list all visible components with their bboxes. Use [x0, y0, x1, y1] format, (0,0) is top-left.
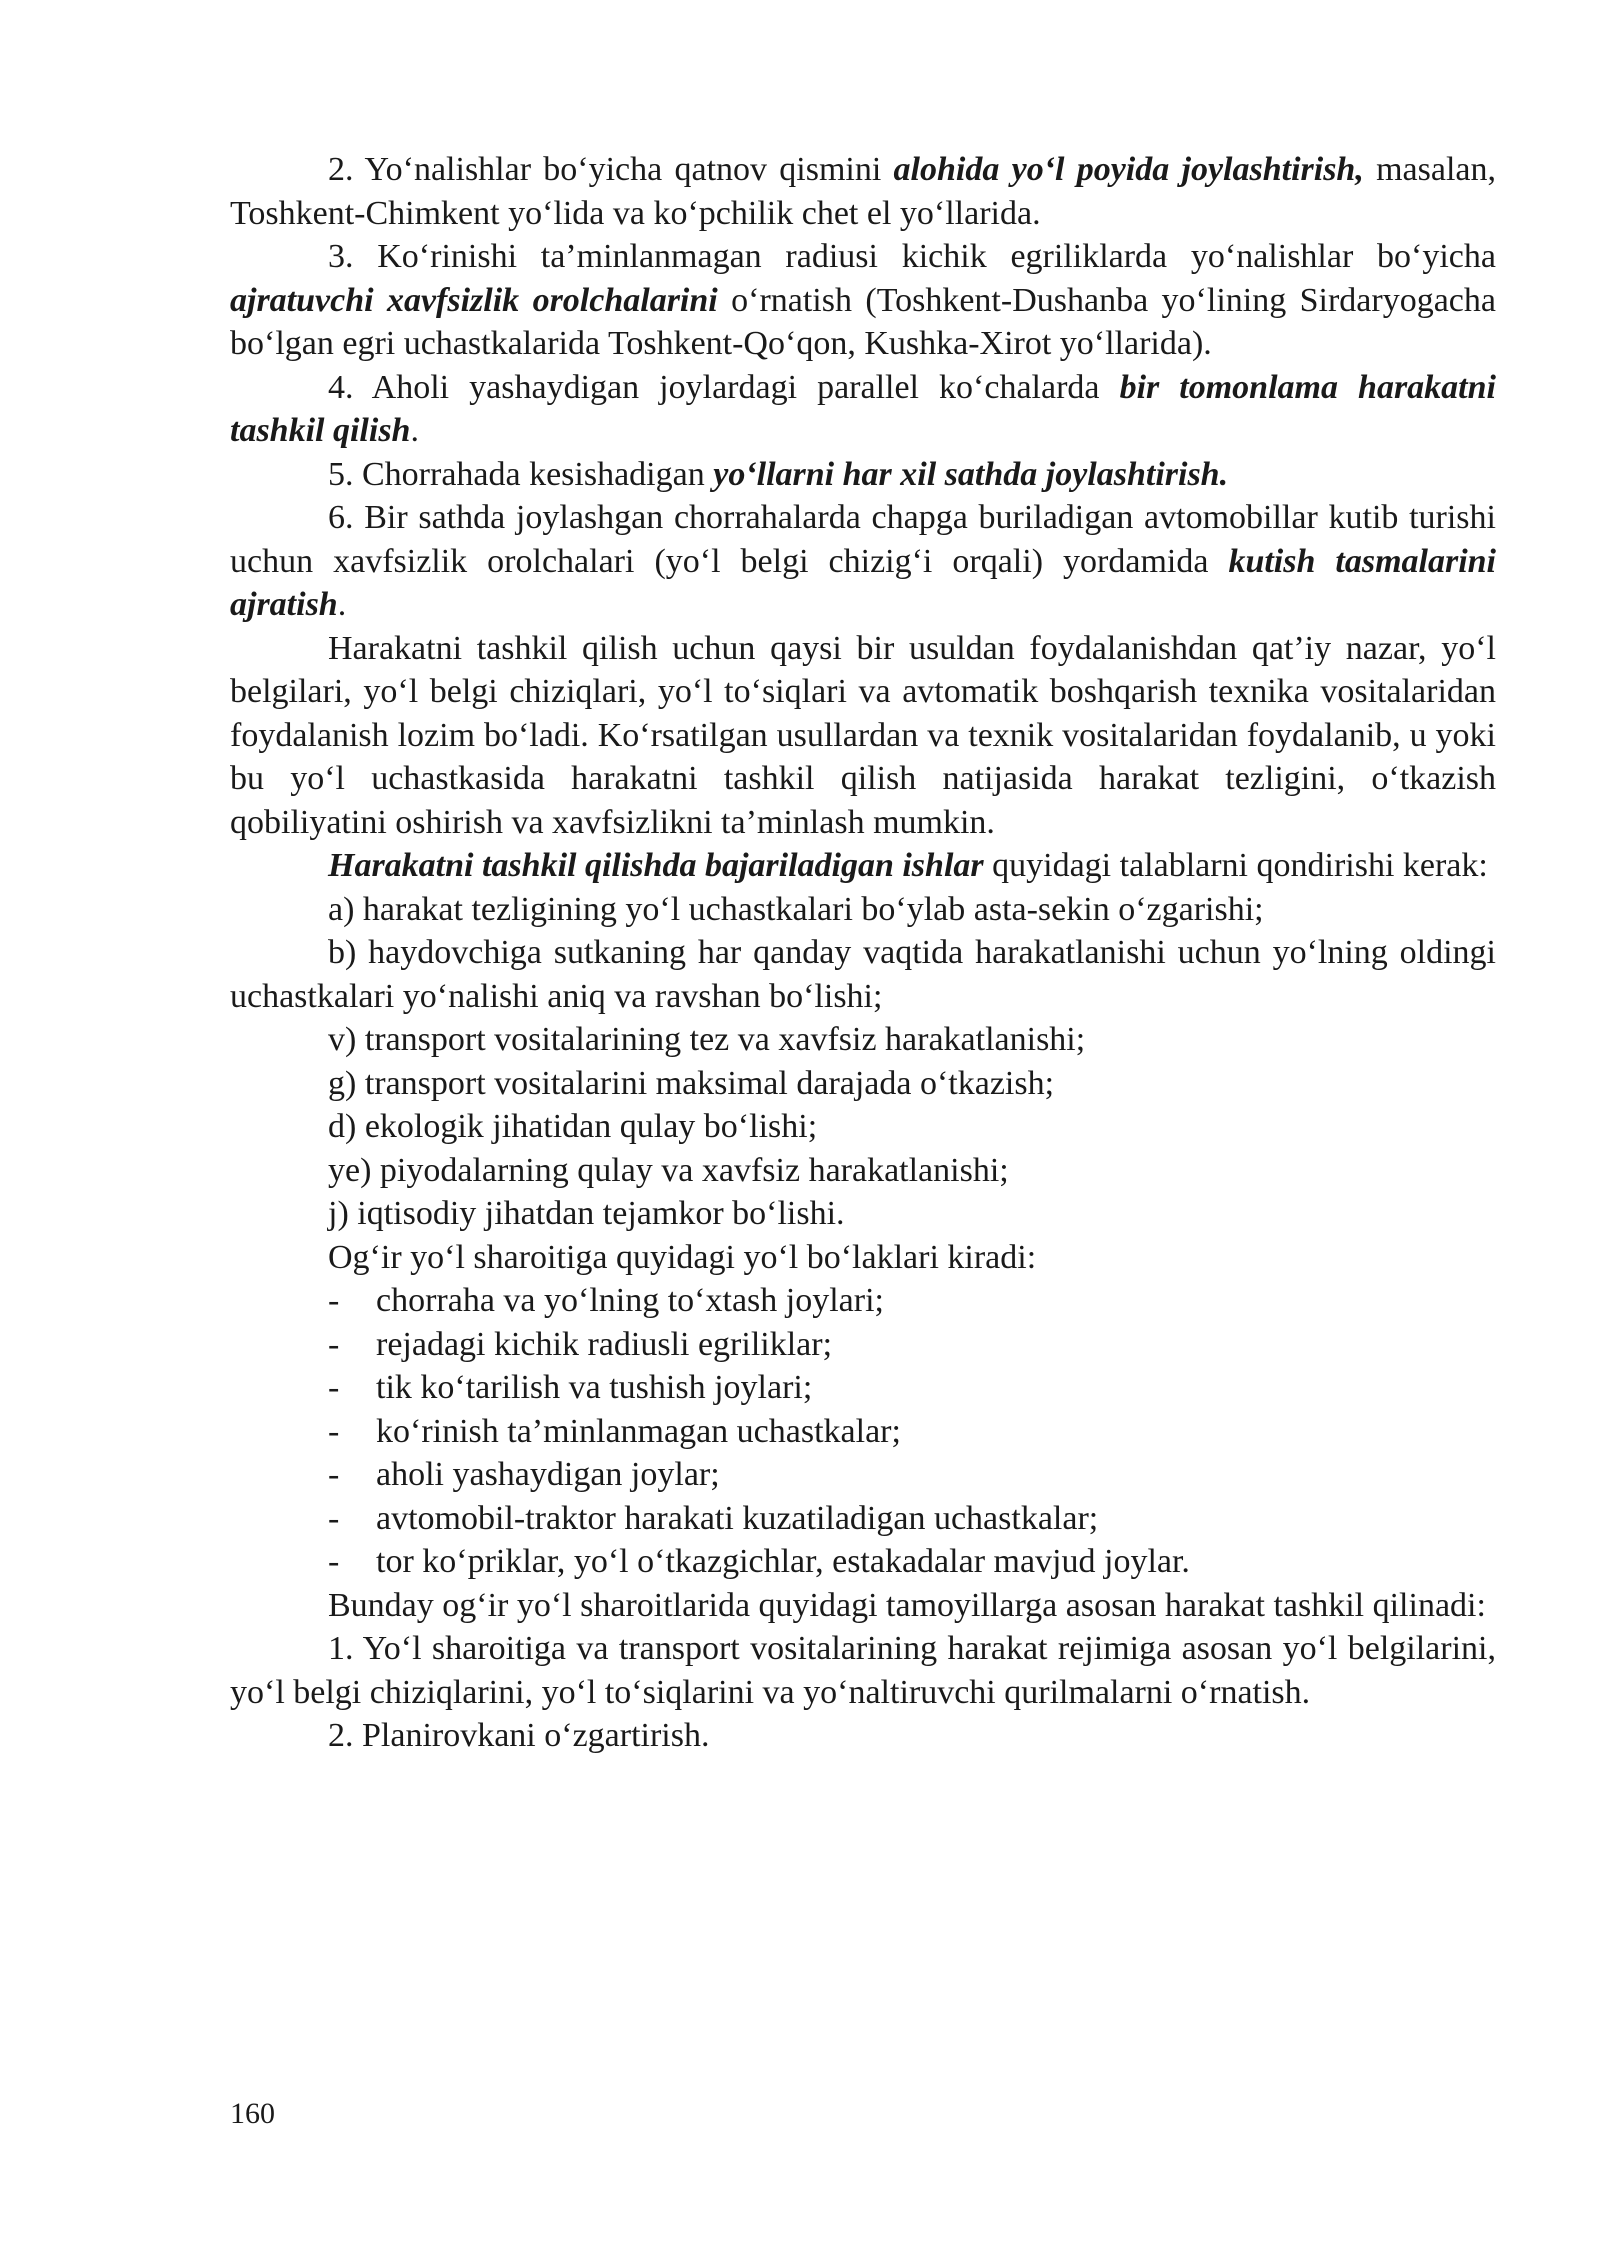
list-item-text: tor ko‘priklar, yo‘l o‘tkazgichlar, estakadalar mavjud joylar. [376, 1543, 1190, 1580]
paragraph-text: 1. Yo‘l sharoitiga va transport vositalarining harakat rejimiga asosan yo‘l belgilarini, yo‘l belgi chiziqlarini, yo‘l to‘siqlarini va yo‘naltiruvchi qurilmalarni o‘rnatish. [230, 1630, 1496, 1711]
emphasis-text: Harakatni tashkil qilishda bajariladigan ishlar [328, 847, 984, 884]
paragraph [230, 844, 1496, 888]
dash-marker: - [328, 1369, 340, 1406]
list-item [230, 1497, 1496, 1541]
list-item-text: tik ko‘tarilish va tushish joylari; [376, 1369, 813, 1406]
list-item [230, 1540, 1496, 1584]
paragraph-text: g) transport vositalarini maksimal darajada o‘tkazish; [328, 1064, 1055, 1102]
emphasis-text: alohida yo‘l poyida joylashtirish, [893, 151, 1364, 188]
paragraph-text: b) haydovchiga sutkaning har qanday vaqtida harakatlanishi uchun yo‘lning oldingi uchastkalari yo‘nalishi aniq va ravshan bo‘lishi; [230, 934, 1496, 1015]
dash-marker: - [328, 1282, 340, 1319]
list-item [230, 1323, 1496, 1367]
list-item [230, 1366, 1496, 1410]
paragraph-text: 6. Bir sathda joylashgan chorrahalarda chapga buriladigan avtomobillar kutib turishi uchun xavfsizlik orolchalari (yo‘l belgi chizig‘i orqali) yordamida [230, 499, 1496, 580]
paragraph-text: quyidagi talablarni qondirishi kerak: [983, 847, 1488, 884]
paragraph-text: . [337, 586, 347, 623]
list-item-text: aholi yashaydigan joylar; [376, 1456, 720, 1493]
paragraph-text: v) transport vositalarining tez va xavfsiz harakatlanishi; [328, 1021, 1086, 1058]
paragraph-text: Og‘ir yo‘l sharoitiga quyidagi yo‘l bo‘laklari kiradi: [328, 1238, 1037, 1276]
dash-marker: - [328, 1412, 340, 1450]
page-number: 160 [230, 2097, 275, 2130]
paragraph-list [230, 148, 1496, 1279]
paragraph [230, 1018, 1496, 1062]
paragraph-text: Bunday og‘ir yo‘l sharoitlarida quyidagi tamoyillarga asosan harakat tashkil qilinadi: [328, 1586, 1486, 1624]
list-item [230, 1410, 1496, 1454]
dash-marker: - [328, 1543, 340, 1580]
paragraph-text: 2. Planirovkani o‘zgartirish. [328, 1717, 710, 1754]
paragraph [230, 1236, 1496, 1280]
emphasis-text: kutish tasmalarini ajratish [230, 542, 1496, 623]
paragraph [230, 1192, 1496, 1236]
list-item [230, 1453, 1496, 1497]
paragraph-text: j) iqtisodiy jihatdan tejamkor bo‘lishi. [328, 1195, 845, 1232]
paragraph-text: masalan, Toshkent-Chimkent yo‘lida va ko‘pchilik chet el yo‘llarida. [230, 151, 1496, 232]
emphasis-text: yo‘llarni har xil sathda joylashtirish. [713, 455, 1229, 493]
paragraph [230, 1714, 1496, 1758]
emphasis-text: ajratuvchi xavfsizlik orolchalarini [230, 281, 718, 319]
paragraph [230, 1149, 1496, 1193]
list-item [230, 1279, 1496, 1323]
dash-marker: - [328, 1325, 340, 1363]
paragraph [230, 1062, 1496, 1106]
dash-marker: - [328, 1456, 340, 1493]
paragraph [230, 235, 1496, 366]
paragraph-text: Harakatni tashkil qilish uchun qaysi bir usuldan foydalanishdan qat’iy nazar, yo‘l belgilari, yo‘l belgi chiziqlari, yo‘l to‘siqlari va avtomatik boshqarish texnika vositalaridan foydalanish lozim bo‘ladi. Ko‘rsatilgan usullardan va texnik vositalaridan foydalanib, u yoki bu yo‘l uchastkasida harakatni tashkil qilish natijasida harakat tezligini, o‘tkazish qobiliyatini oshirish va xavfsizlikni ta’minlash mumkin. [230, 629, 1496, 841]
paragraph [230, 496, 1496, 627]
paragraph [230, 148, 1496, 235]
list-item-text: chorraha va yo‘lning to‘xtash joylari; [376, 1282, 884, 1319]
emphasis-text: bir tomonlama harakatni tashkil qilish [230, 368, 1496, 449]
paragraph [230, 627, 1496, 845]
paragraph [230, 931, 1496, 1018]
paragraph-text: 2. Yo‘nalishlar bo‘yicha qatnov qismini [328, 151, 894, 188]
list-item-text: ko‘rinish ta’minlanmagan uchastkalar; [376, 1412, 901, 1450]
dash-marker: - [328, 1499, 340, 1537]
paragraph [230, 1627, 1496, 1714]
list-item-text: rejadagi kichik radiusli egriliklar; [376, 1325, 833, 1363]
paragraph-text: 3. Ko‘rinishi ta’minlanmagan radiusi kichik egriliklarda yo‘nalishlar bo‘yicha [328, 238, 1496, 275]
paragraph-text: ye) piyodalarning qulay va xavfsiz harakatlanishi; [328, 1151, 1009, 1189]
paragraph-text: . [410, 412, 419, 449]
paragraph-text: o‘rnatish (Toshkent-Dushanba yo‘lining Sirdaryogacha bo‘lgan egri uchastkalarida Toshkent-Qo‘qon, Kushka-Xirot yo‘llarida). [230, 281, 1496, 362]
paragraph [230, 888, 1496, 932]
paragraph-text: d) ekologik jihatidan qulay bo‘lishi; [328, 1108, 818, 1145]
paragraph [230, 366, 1496, 453]
paragraph [230, 1105, 1496, 1149]
closing-paragraph-list [230, 1584, 1496, 1758]
list-item-text: avtomobil-traktor harakati kuzatiladigan uchastkalar; [376, 1499, 1099, 1537]
paragraph [230, 1584, 1496, 1628]
paragraph-text: 4. Aholi yashaydigan joylardagi parallel ko‘chalarda [328, 368, 1120, 406]
body-text [230, 148, 1496, 1758]
paragraph-text: 5. Chorrahada kesishadigan [328, 455, 714, 493]
paragraph [230, 453, 1496, 497]
dash-list [230, 1279, 1496, 1584]
paragraph-text: a) harakat tezligining yo‘l uchastkalari bo‘ylab asta-sekin o‘zgarishi; [328, 890, 1264, 928]
